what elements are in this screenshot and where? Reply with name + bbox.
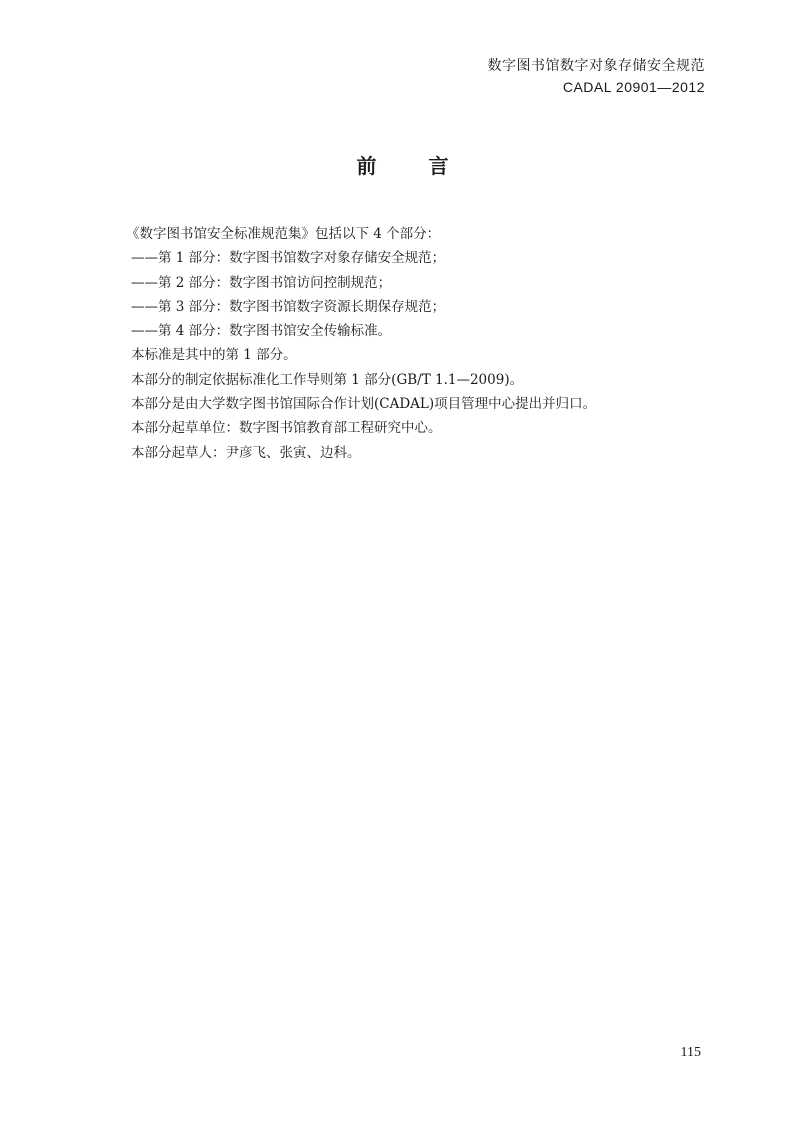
part-list-item-3: ——第 3 部分：数字图书馆数字资源长期保存规范； xyxy=(131,298,446,315)
part-list-item-4: ——第 4 部分：数字图书馆安全传输标准。 xyxy=(131,323,392,340)
drafting-basis-statement: 本部分的制定依据标准化工作导则第 1 部分(GB/T 1.1—2009)。 xyxy=(131,371,524,388)
proposer-statement: 本部分是由大学数字图书馆国际合作计划(CADAL)项目管理中心提出并归口。 xyxy=(131,396,597,413)
running-header-standard-code: CADAL 20901—2012 xyxy=(562,79,705,95)
intro-paragraph: 《数字图书馆安全标准规范集》包括以下 4 个部分： xyxy=(126,226,441,242)
running-header-title: 数字图书馆数字对象存储安全规范 xyxy=(487,58,705,74)
section-heading: 前言 xyxy=(356,154,501,178)
drafting-organization-statement: 本部分起草单位：数字图书馆教育部工程研究中心。 xyxy=(131,420,442,437)
foreword-body xyxy=(126,222,691,465)
standard-part-statement: 本标准是其中的第 1 部分。 xyxy=(131,347,297,364)
part-list-item-1: ——第 1 部分：数字图书馆数字对象存储安全规范； xyxy=(131,250,446,267)
drafters-statement: 本部分起草人：尹彦飞、张寅、边科。 xyxy=(131,444,361,461)
part-list-item-2: ——第 2 部分：数字图书馆访问控制规范； xyxy=(131,274,392,291)
page-number: 115 xyxy=(680,1045,701,1060)
